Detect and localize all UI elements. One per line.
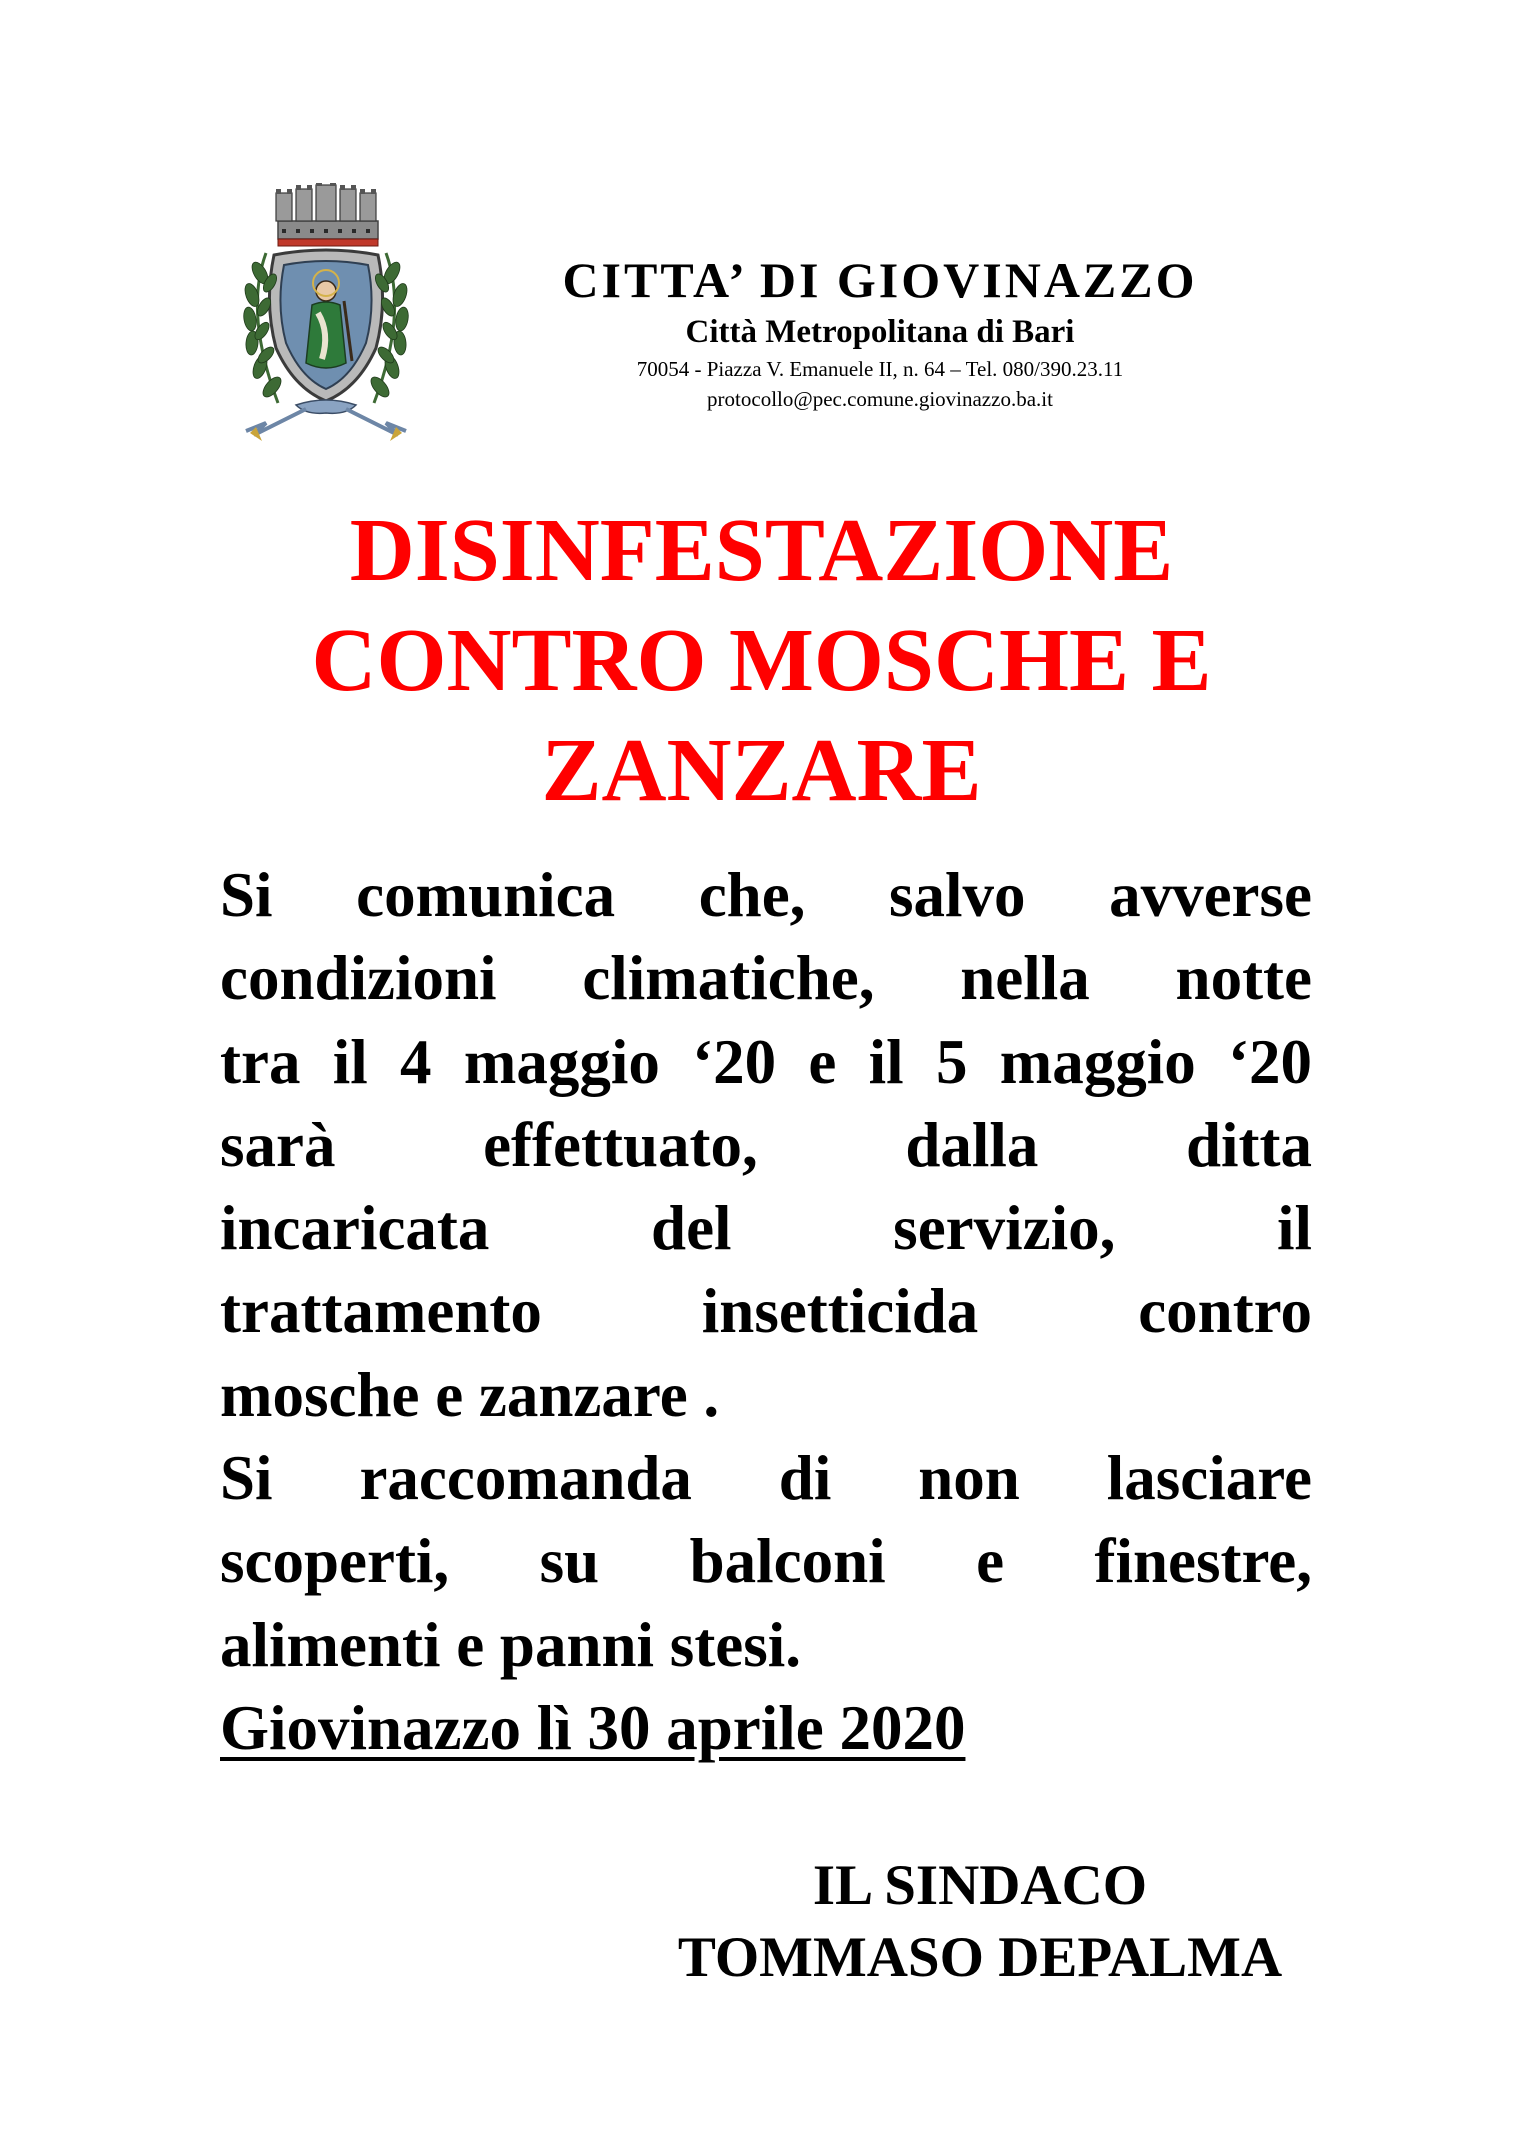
notice-title xyxy=(200,496,1323,826)
metropolitan-city: Città Metropolitana di Bari xyxy=(685,314,1075,350)
body-line: incaricata del servizio, il xyxy=(220,1193,1312,1264)
body-line: condizioni climatiche, nella notte xyxy=(220,943,1312,1014)
notice-body xyxy=(220,854,1312,1687)
city-name: CITTA’ DI GIOVINAZZO xyxy=(562,252,1198,308)
notice-title-line: ZANZARE xyxy=(541,721,982,820)
body-line: alimenti e panni stesi. xyxy=(220,1609,802,1680)
body-line: Si comunica che, salvo avverse xyxy=(220,860,1312,930)
city-coat-of-arms-icon xyxy=(226,183,426,443)
municipality-header xyxy=(520,250,1240,414)
signature-block xyxy=(620,1850,1340,1994)
body-line: tra il 4 maggio ‘20 e il 5 maggio ‘20 xyxy=(220,1026,1312,1097)
body-line: Si raccomanda di non lasciare xyxy=(220,1443,1312,1514)
body-line: mosche e zanzare . xyxy=(220,1359,720,1430)
body-line: trattamento insetticida contro xyxy=(220,1276,1312,1347)
signature-name: TOMMASO DEPALMA xyxy=(677,1926,1283,1989)
body-line: scoperti, su balconi e finestre, xyxy=(220,1526,1312,1597)
place-and-date: Giovinazzo lì 30 aprile 2020 xyxy=(220,1693,966,1763)
municipality-email: protocollo@pec.comune.giovinazzo.ba.it xyxy=(707,387,1053,411)
notice-title-line: DISINFESTAZIONE xyxy=(349,501,1174,600)
signature-role: IL SINDACO xyxy=(812,1854,1148,1917)
notice-title-line: CONTRO MOSCHE E xyxy=(311,611,1212,710)
municipality-address: 70054 - Piazza V. Emanuele II, n. 64 – Tel. 080/390.23.11 xyxy=(636,357,1124,381)
body-line: sarà effettuato, dalla ditta xyxy=(220,1109,1312,1180)
